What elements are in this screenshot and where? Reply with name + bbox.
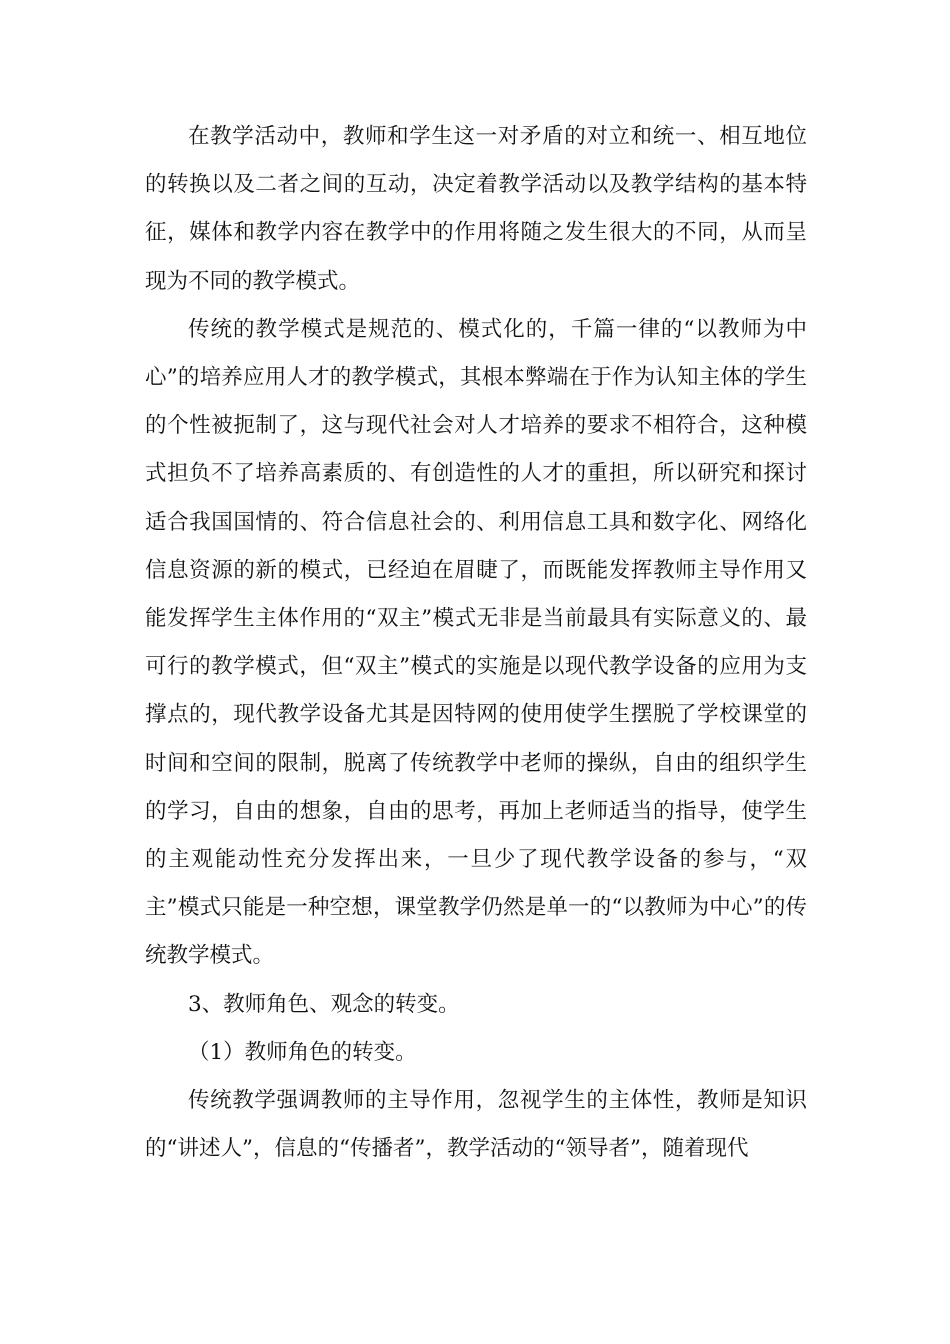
- section-heading-teacher-role-concept: 3、教师角色、观念的转变。: [188, 991, 460, 1017]
- paragraph-teaching-activity: 在教学活动中，教师和学生这一对矛盾的对立和统一、相互地位的转换以及二者之间的互动，决定着教学活动以及教学结构的基本特征，媒体和教学内容在教学中的作用将随之发生很大的不同，从而呈现为不同的教学模式。: [145, 124, 807, 294]
- document-body: [145, 113, 807, 1173]
- subsection-heading-teacher-role: （1）教师角色的转变。: [188, 1039, 417, 1065]
- paragraph-traditional-model: 传统的教学模式是规范的、模式化的，千篇一律的“以教师为中心”的培养应用人才的教学模式，其根本弊端在于作为认知主体的学生的个性被扼制了，这与现代社会对人才培养的要求不相符合，这种模式担负不了培养高素质的、有创造性的人才的重担，所以研究和探讨适合我国国情的、符合信息社会的、利用信息工具和数字化、网络化信息资源的新的模式，已经迫在眉睫了，而既能发挥教师主导作用又能发挥学生主体作用的“双主”模式无非是当前最具有实际意义的、最可行的教学模式，但“双主”模式的实施是以现代教学设备的应用为支撑点的，现代教学设备尤其是因特网的使用使学生摆脱了学校课堂的时间和空间的限制，脱离了传统教学中老师的操纵，自由的组织学生的学习，自由的想象，自由的思考，再加上老师适当的指导，使学生的主观能动性充分发挥出来，一旦少了现代教学设备的参与，“双主”模式只能是一种空想，课堂教学仍然是单一的“以教师为中心”的传统教学模式。: [145, 316, 807, 969]
- paragraph-traditional-teaching: 传统教学强调教师的主导作用，忽视学生的主体性，教师是知识的“讲述人”，信息的“传播者”，教学活动的“领导者”，随着现代: [145, 1088, 807, 1162]
